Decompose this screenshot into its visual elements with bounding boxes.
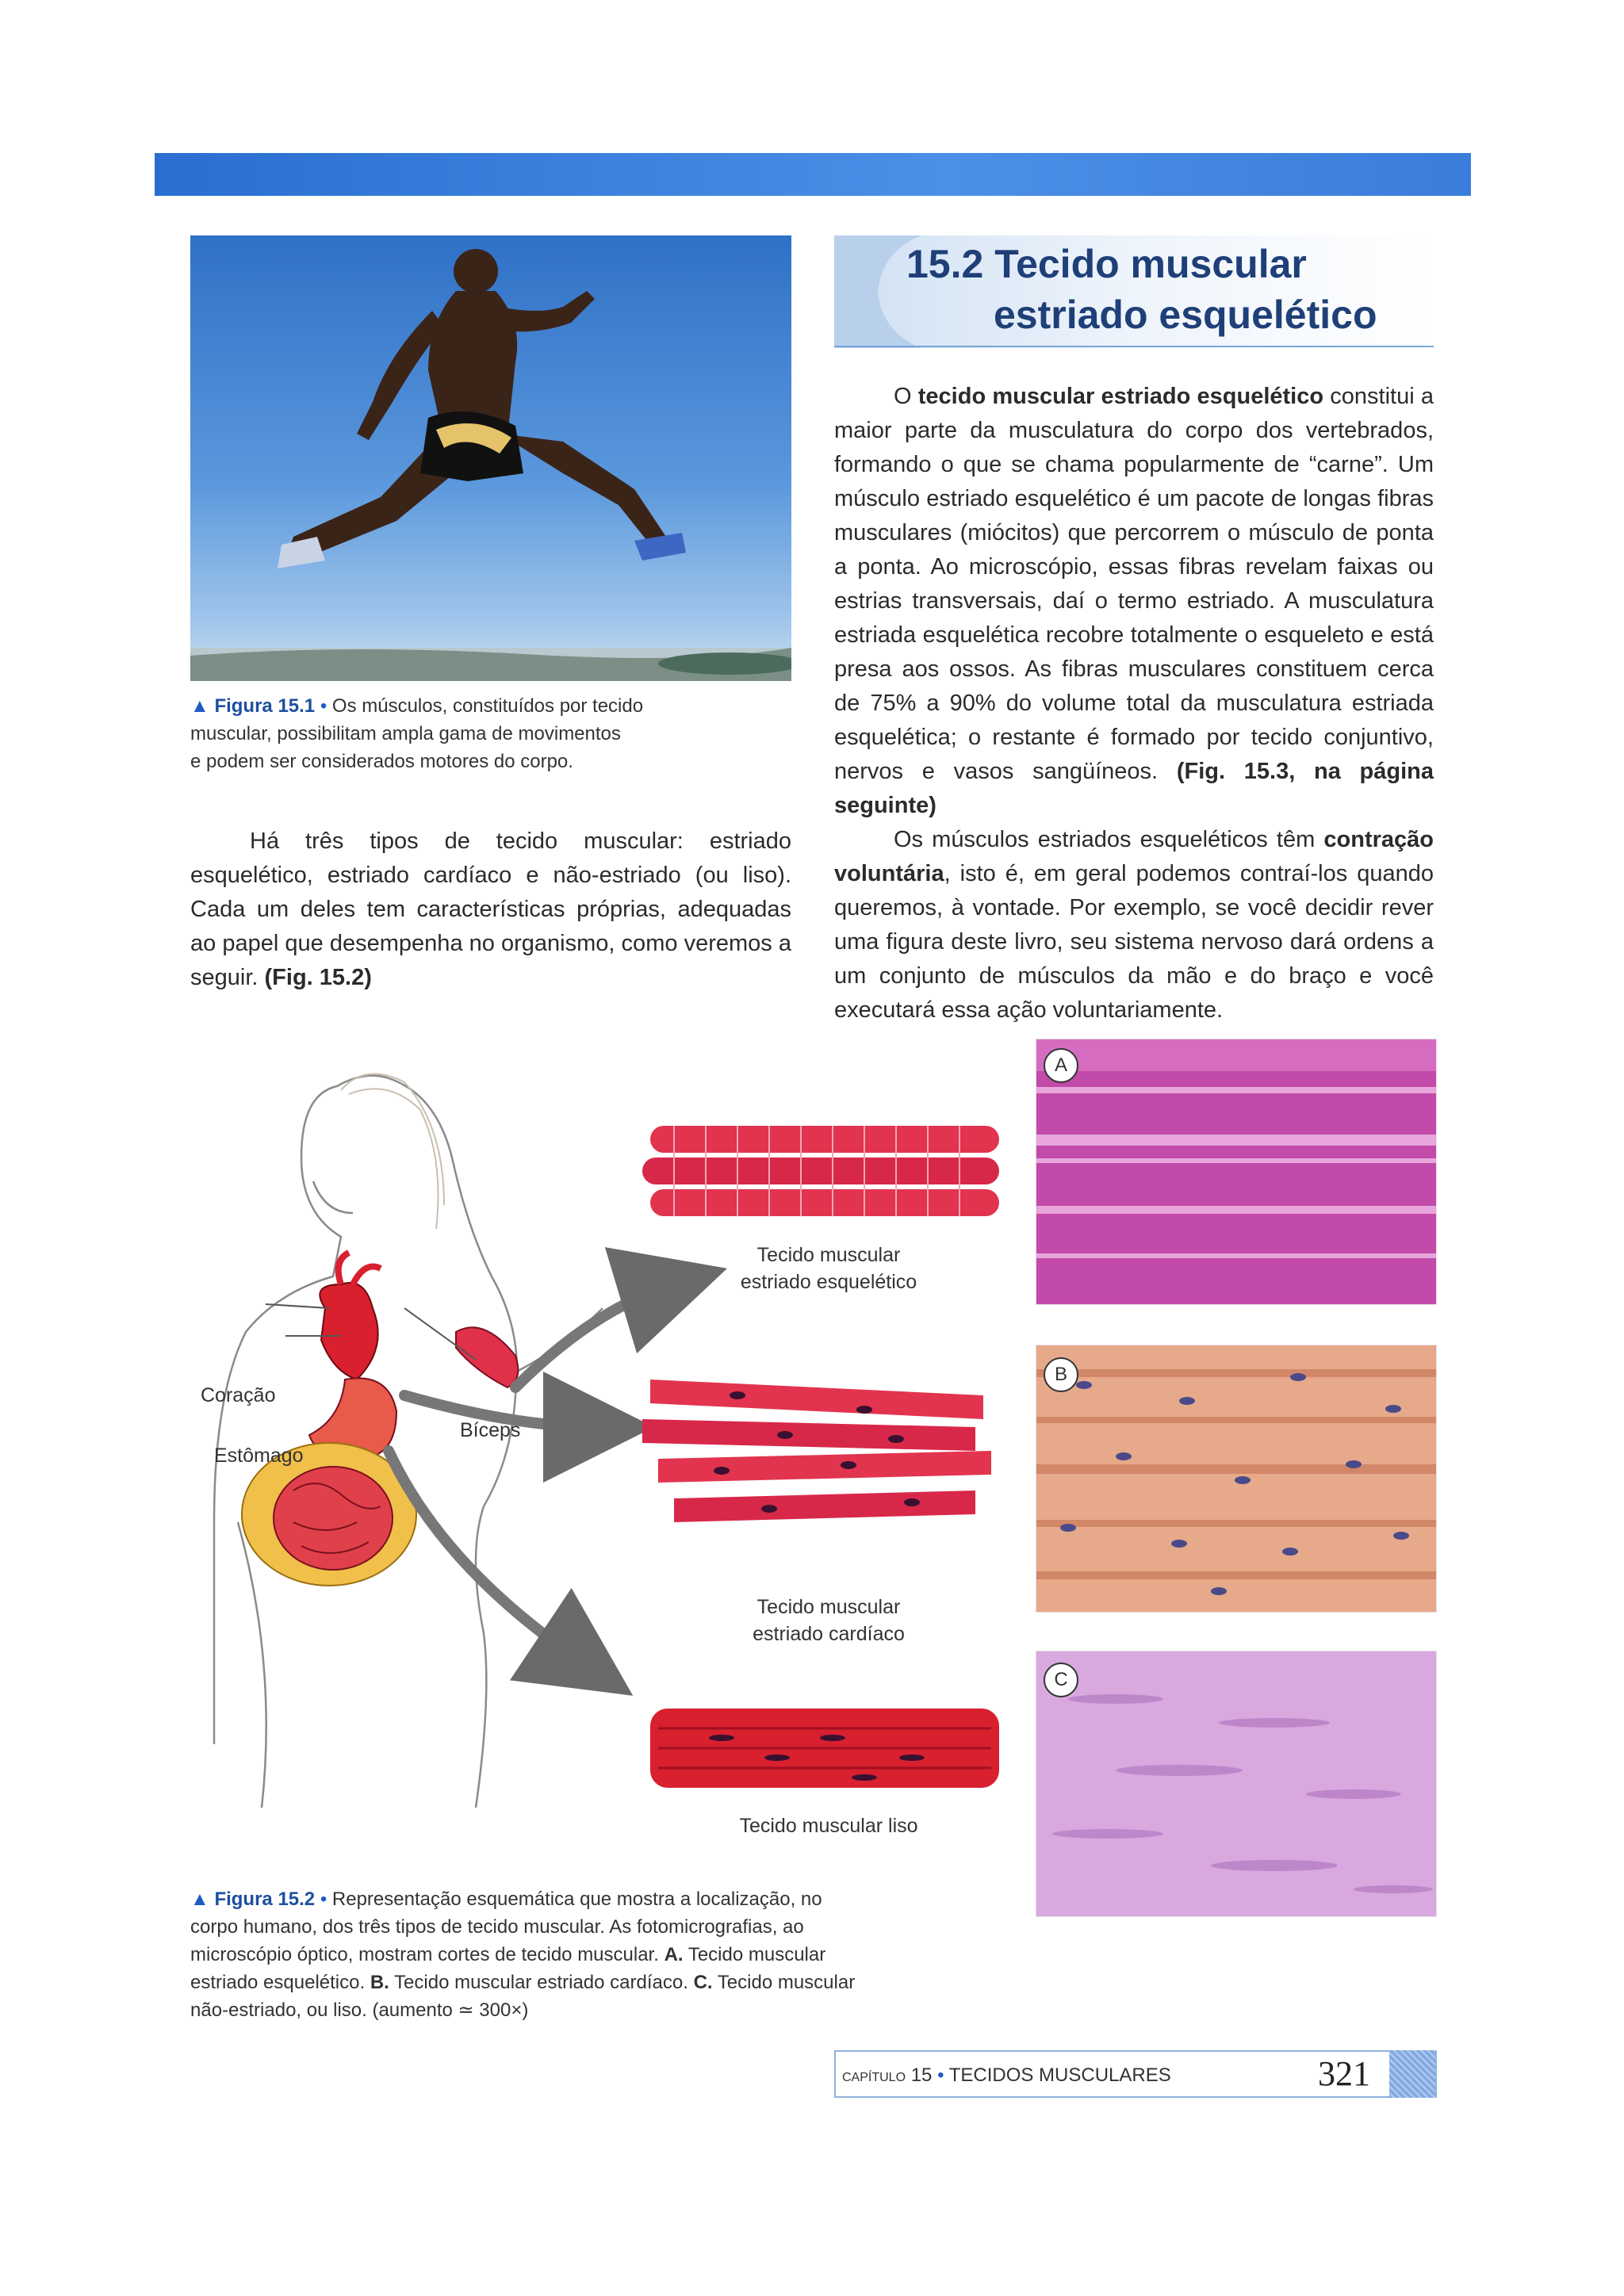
footer-decoration <box>1389 2050 1435 2098</box>
key-term: contração voluntária <box>834 827 1434 886</box>
label-stomach: Estômago <box>214 1445 304 1467</box>
figure-15-2-caption: ▲ Figura 15.2 • Representação esquemática que mostra a localização, no corpo humano, dos três tipos de tecido muscular. As fotomicrografias, ao microscópio óptico, mostram cortes de tecido muscular. A. Tecido muscular estriado esquelético. B. Tecido muscular estriado cardíaco. C. Tecido muscular não-estriado, ou liso. (aumento ≃ 300×) <box>190 1888 856 2021</box>
section-title-line1: Tecido muscular <box>994 242 1307 286</box>
figure-label: Figura 15.2 <box>214 1888 316 1910</box>
caption-text: e podem ser considerados motores do corpo. <box>190 751 573 772</box>
heading-underline <box>834 346 1434 347</box>
figure-label: Figura 15.1 <box>214 695 316 717</box>
label-skeletal-tissue: Tecido muscular estriado esquelético <box>740 1244 917 1293</box>
label-heart: Coração <box>201 1384 276 1406</box>
label-cardiac-tissue: Tecido muscular estriado cardíaco <box>753 1596 905 1645</box>
micrograph-label-b: B <box>1044 1357 1078 1392</box>
micrograph-label-a: A <box>1044 1048 1078 1083</box>
paragraph-text: constitui a maior parte da musculatura do corpo dos vertebrados, formando o que se chama popularmente de “carne”. Um músculo estriado esquelético é um pacote de longas fibras musculares (miócitos) que percorrem o músculo de ponta a ponta. Ao microscópio, essas fibras revelam faixas ou estrias transversais, daí o termo estriado. A musculatura estriada esquelética recobre totalmente o esqueleto e está presa aos ossos. As fibras musculares constituem cerca de 75% a 90% do volume total da musculatura estriada esquelética; o restante é formado por tecido conjuntivo, nervos e vasos sangüíneos. <box>834 384 1434 784</box>
caption-text: muscular, possibilitam ampla gama de movimentos <box>190 723 621 744</box>
right-column-text: O tecido muscular estriado esquelético constitui a maior parte da musculatura do corpo dos vertebrados, formando o que se chama popularmente de “carne”. Um músculo estriado esquelético é um pacote de longas fibras musculares (miócitos) que percorrem o músculo de ponta a ponta. Ao microscópio, essas fibras revelam faixas ou estrias transversais, daí o termo estriado. A musculatura estriada esquelética recobre totalmente o esqueleto e está presa aos ossos. As fibras musculares constituem cerca de 75% a 90% do volume total da musculatura estriada esquelética; o restante é formado por tecido conjuntivo, nervos e vasos sangüíneos. (Fig. 15.3, na página seguinte) Os músculos estriados esqueléticos têm contração voluntária, isto é, em geral podemos contraí-los quando queremos, à vontade. Por exemplo, se você decidir rever uma figura deste livro, seu sistema nervoso dará ordens a um conjunto de músculos da mão e do braço e você executará essa ação voluntariamente. <box>834 384 1434 1023</box>
caption-text: Os músculos, constituídos por tecido <box>331 695 644 717</box>
top-color-bar <box>155 153 1471 196</box>
micrograph-label-c: C <box>1044 1663 1078 1697</box>
triangle-marker-icon: ▲ <box>190 695 209 717</box>
figure-15-1-photo <box>190 235 791 681</box>
figure-reference: (Fig. 15.2) <box>264 965 372 990</box>
footer-chapter: CAPÍTULO 15 • TECIDOS MUSCULARES <box>842 2064 1171 2086</box>
section-title-line2: estriado esquelético <box>994 293 1377 337</box>
label-biceps: Bíceps <box>460 1419 521 1441</box>
page-number: 321 <box>1318 2054 1370 2093</box>
figure-reference: (Fig. 15.3, na página seguinte) <box>834 759 1434 818</box>
micrograph-a <box>1036 1039 1437 1305</box>
paragraph-text: Há três tipos de tecido muscular: estriado esquelético, estriado cardíaco e não-estriado (ou liso). Cada um deles tem características próprias, adequadas ao papel que desempenha no organismo, como veremos a seguir. <box>190 828 791 990</box>
paragraph-text: , isto é, em geral podemos contraí-los quando queremos, à vontade. Por exemplo, se você decidir rever uma figura deste livro, seu sistema nervoso dará ordens a um conjunto de músculos da mão e do braço e você executará essa ação voluntariamente. <box>834 861 1434 1023</box>
section-title <box>906 239 1307 289</box>
label-smooth-tissue: Tecido muscular liso <box>739 1815 918 1837</box>
left-paragraph <box>190 825 791 995</box>
triangle-marker-icon: ▲ <box>190 1888 209 1910</box>
muscle-diagram <box>182 1047 1047 1831</box>
micrograph-c <box>1036 1651 1437 1917</box>
figure-15-1-caption: ▲ Figura 15.1 • Os músculos, constituídos por tecido muscular, possibilitam ampla gama de movimentos e podem ser considerados motores do corpo. <box>190 695 644 772</box>
key-term: tecido muscular estriado esquelético <box>917 384 1324 409</box>
micrograph-b <box>1036 1345 1437 1613</box>
section-number: 15.2 <box>906 242 984 286</box>
